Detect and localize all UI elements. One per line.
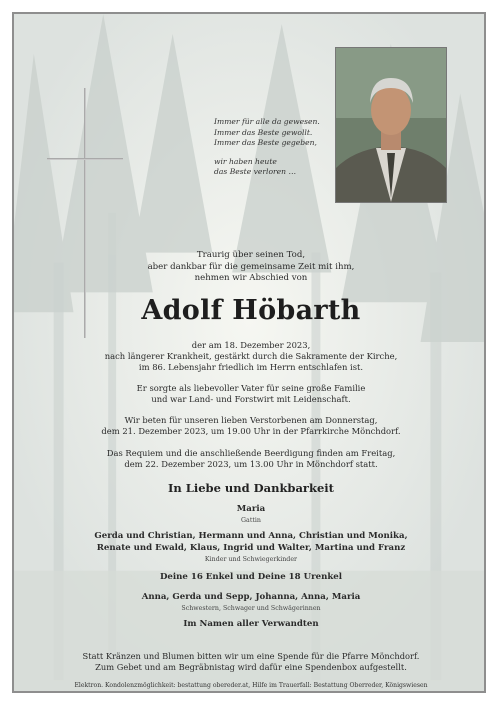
poem-line: das Beste verloren … — [214, 167, 297, 176]
parte-card — [12, 12, 486, 693]
deceased-name: Adolf Höbarth — [141, 295, 361, 326]
paragraph-line: und war Land- und Forstwirt mit Leidenschaft. — [151, 394, 351, 405]
grandchildren: Deine 16 Enkel und Deine 18 Urenkel — [159, 572, 343, 582]
intro-line: aber dankbar für die gemeinsame Zeit mit ihm, — [147, 261, 355, 272]
prayer-paragraph — [14, 415, 486, 437]
death-notice-paragraph — [14, 340, 486, 374]
paragraph-line: Er sorgte als liebevoller Vater für seine große Familie — [136, 383, 366, 393]
poem-line: Immer für alle da gewesen. — [214, 117, 320, 126]
legal-line: Elektron. Kondolenzmöglichkeit: bestattung obereder.at, Hilfe im Trauerfall: Bestattung Oberreder, Königswiesen — [74, 682, 428, 689]
intro-line: Traurig über seinen Tod, — [196, 250, 306, 260]
paragraph-line: der am 18. Dezember 2023, — [191, 340, 311, 350]
funeral-paragraph — [14, 448, 486, 470]
paragraph-line: Wir beten für unseren lieben Verstorbenen am Donnerstag, — [124, 415, 378, 425]
poem-line: Immer das Beste gegeben, — [214, 138, 317, 147]
children-line: Renate und Ewald, Klaus, Ingrid und Walter, Martina und Franz — [96, 542, 406, 553]
wife-name: Maria — [236, 504, 266, 514]
paragraph-line: nach längerer Krankheit, gestärkt durch die Sakramente der Kirche, — [104, 351, 398, 362]
portrait-photo — [335, 47, 447, 203]
paragraph-line: Das Requiem und die anschließende Beerdigung finden am Freitag, — [106, 448, 396, 458]
siblings-role: Schwestern, Schwager und Schwägerinnen — [181, 605, 321, 612]
relatives-line: Im Namen aller Verwandten — [183, 619, 319, 629]
poem-line: wir haben heute — [214, 156, 277, 166]
paragraph-line: im 86. Lebensjahr friedlich im Herrn entschlafen ist. — [138, 362, 364, 373]
life-paragraph — [14, 383, 486, 405]
poem-line: Immer das Beste gewollt. — [214, 127, 313, 137]
memorial-poem — [214, 117, 344, 178]
siblings-names: Anna, Gerda und Sepp, Johanna, Anna, Maria — [141, 592, 361, 602]
footer-line: Zum Gebet und am Begräbnistag wird dafür eine Spendenbox aufgestellt. — [95, 662, 407, 673]
children-line: Gerda und Christian, Hermann und Anna, Christian und Monika, — [94, 531, 408, 541]
footer-line: Statt Kränzen und Blumen bitten wir um eine Spende für die Pfarre Mönchdorf. — [82, 651, 420, 661]
paragraph-line: dem 22. Dezember 2023, um 13.00 Uhr in Mönchdorf statt. — [124, 459, 378, 470]
mourners-heading: In Liebe und Dankbarkeit — [168, 481, 334, 495]
intro-text — [14, 250, 486, 285]
donation-note — [14, 651, 486, 673]
cross-horizontal-bar — [47, 158, 123, 160]
intro-line: nehmen wir Abschied von — [194, 273, 308, 283]
children-names — [14, 531, 486, 554]
children-role: Kinder und Schwiegerkinder — [204, 556, 298, 563]
wife-role: Gattin — [241, 517, 261, 524]
paragraph-line: dem 21. Dezember 2023, um 19.00 Uhr in der Pfarrkirche Mönchdorf. — [101, 426, 401, 437]
